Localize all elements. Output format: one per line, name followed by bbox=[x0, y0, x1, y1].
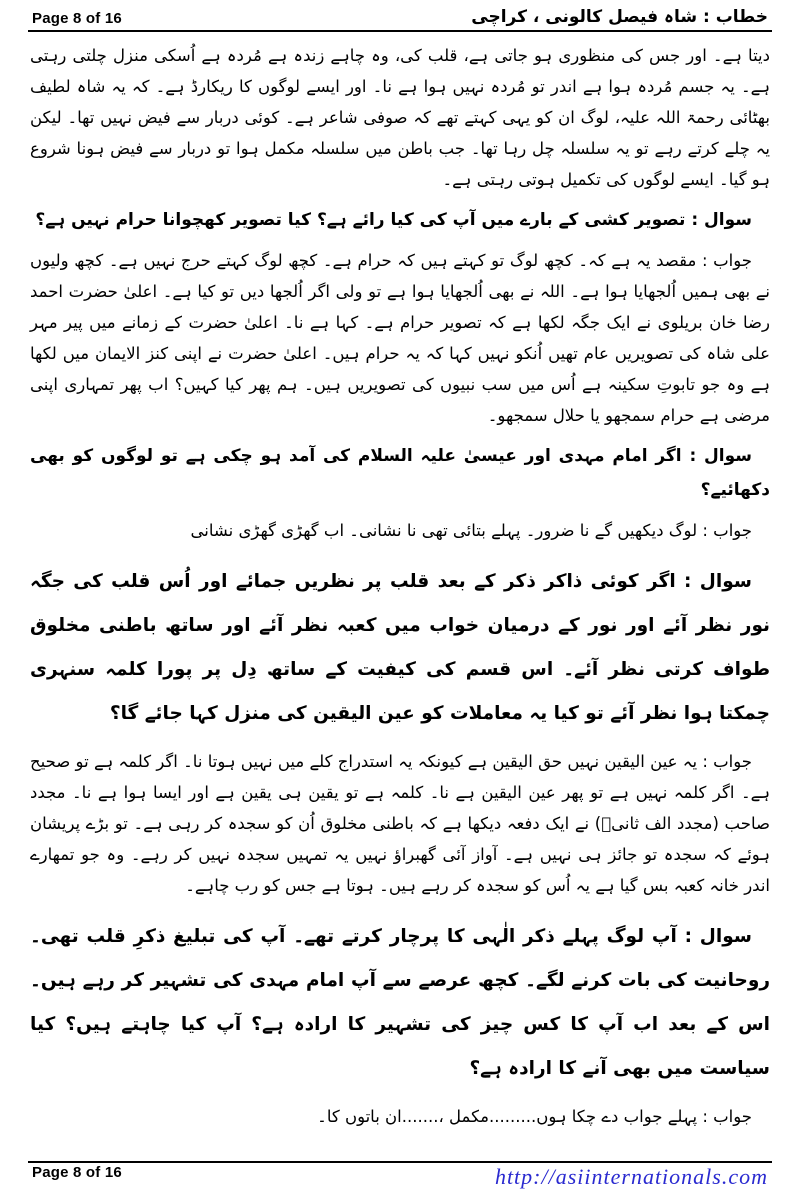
answer-3: جواب : یہ عین الیقین نہیں حق الیقین ہے کیونکہ یہ استدراج کلے میں نہیں ہوتا نا۔ اگر کلمہ ہے تو صحیح ہے۔ اگر کلمہ نہیں ہے تو پھر عین الیقین ہے نا۔ کلمہ ہے تو یقین ہی یقین ہے اور ایسا ہوا ہے نا۔ مجدد صاحب (مجدد الف ثانیؒ) نے ایک دفعہ دیکھا ہے کہ باطنی مخلوق اُن کو سجدہ کر رہی ہے۔ تو بڑے پریشان ہوئے کہ سجدہ تو جائز ہی نہیں ہے۔ آواز آئی گھبراؤ نہیں یہ تمہیں سجدہ نہیں کر رہے۔ وہ جو تمھارے اندر خانہ کعبہ بس گیا ہے یہ اُس کو سجدہ کر رہے ہیں۔ ہوتا ہے جس کو رب چاہے۔ bbox=[30, 752, 770, 895]
intro-paragraph: دیتا ہے۔ اور جس کی منظوری ہو جاتی ہے، قلب کی، وہ چاہے زندہ ہے مُردہ ہے اُسکی منزل چلتی رہتی ہے۔ یہ جسم مُردہ ہوا ہے اندر تو مُردہ نہیں ہوا ہے نا۔ اور ایسے لوگوں کا ریکارڈ ہے۔ کہ یہ شاہ لطیف بھٹائی رحمۃ اللہ علیہ، لوگ ان کو یہی کہتے تھے کہ صوفی شاعر ہے۔ کوئی دربار سے فیض نہیں تھا۔ لیکن یہ چلے کرتے رہے تو یہ سلسلہ چل رہا تھا۔ جب باطن میں سلسلہ مکمل ہوا تو دربار سے فیض ہونا شروع ہو گیا۔ ایسے لوگوں کی تکمیل ہوتی رہتی ہے۔ bbox=[30, 46, 770, 189]
answer-2: جواب : لوگ دیکھیں گے نا ضرور۔ پہلے بتائی تھی نا نشانی۔ اب گھڑی گھڑی نشانی bbox=[190, 521, 752, 540]
header-page-number: Page 8 of 16 bbox=[32, 10, 122, 27]
page-footer bbox=[28, 1161, 772, 1190]
answer-1: جواب : مقصد یہ ہے کہ۔ کچھ لوگ تو کہتے ہیں کہ حرام ہے۔ کچھ لوگ کہتے حرج نہیں ہے۔ کچھ ولیوں نے بھی ہمیں اُلجھایا ہوا ہے۔ اللہ نے بھی اُلجھایا ہوا ہے تو ولی اگر اُلجھا دیں تو کیا ہے۔ اعلیٰ حضرت احمد رضا خان بریلوی نے ایک جگہ لکھا ہے کہ تصویر حرام ہے۔ کہا ہے نا۔ اعلیٰ حضرت کے زمانے میں پیر مہر علی شاہ کی تصویریں عام تھیں اُنکو نہیں کہا کہ یہ حرام ہیں۔ اعلیٰ حضرت نے اپنی کنز الایمان میں لکھا ہے وہ جو تابوتِ سکینہ ہے اُس میں سب نبیوں کی تصویریں ہیں۔ ہم پھر کیا کہیں؟ اب پھر تمہاری اپنی مرضی ہے حرام سمجھو یا حلال سمجھو۔ bbox=[30, 251, 770, 425]
question-3: سوال : اگر کوئی ذاکر ذکر کے بعد قلب پر نظریں جمائے اور اُس قلب کی جگہ نور نظر آئے اور نور کے درمیان خواب میں کعبہ نظر آئے اور ساتھ باطنی مخلوق طواف کرتی نظر آئے۔ اس قسم کی کیفیت کے ساتھ دِل پر پورا کلمہ سنہری چمکتا ہوا نظر آئے تو کیا یہ معاملات کو عین الیقین کی منزل کہا جائے گا؟ bbox=[30, 571, 770, 724]
question-2: سوال : اگر امام مہدی اور عیسیٰ علیہ السلام کی آمد ہو چکی ہے تو لوگوں کو بھی دکھائیے؟ bbox=[30, 446, 770, 500]
answer-4: جواب : پہلے جواب دے چکا ہوں.........مکمل ،.......ان باتوں کا۔ bbox=[317, 1107, 752, 1126]
document-body bbox=[0, 32, 800, 1161]
footer-page-number: Page 8 of 16 bbox=[32, 1164, 122, 1181]
question-1: سوال : تصویر کشی کے بارے میں آپ کی کیا رائے ہے؟ کیا تصویر کھچوانا حرام نہیں ہے؟ bbox=[35, 210, 752, 230]
question-4: سوال : آپ لوگ پہلے ذکر الٰہی کا پرچار کرتے تھے۔ آپ کی تبلیغ ذکرِ قلب تھی۔ روحانیت کی بات کرنے لگے۔ کچھ عرصے سے آپ امام مہدی کی تشہیر کر رہے ہیں۔ اس کے بعد اب آپ کا کس چیز کی تشہیر کا ارادہ ہے؟ آپ کیا چاہتے ہیں؟ کیا سیاست میں بھی آنے کا ارادہ ہے؟ bbox=[30, 926, 770, 1079]
header-title-urdu: خطاب : شاہ فیصل کالونی ، کراچی bbox=[471, 7, 768, 27]
page-header bbox=[28, 0, 772, 32]
website-link[interactable]: http://asiinternationals.com bbox=[494, 1164, 768, 1189]
